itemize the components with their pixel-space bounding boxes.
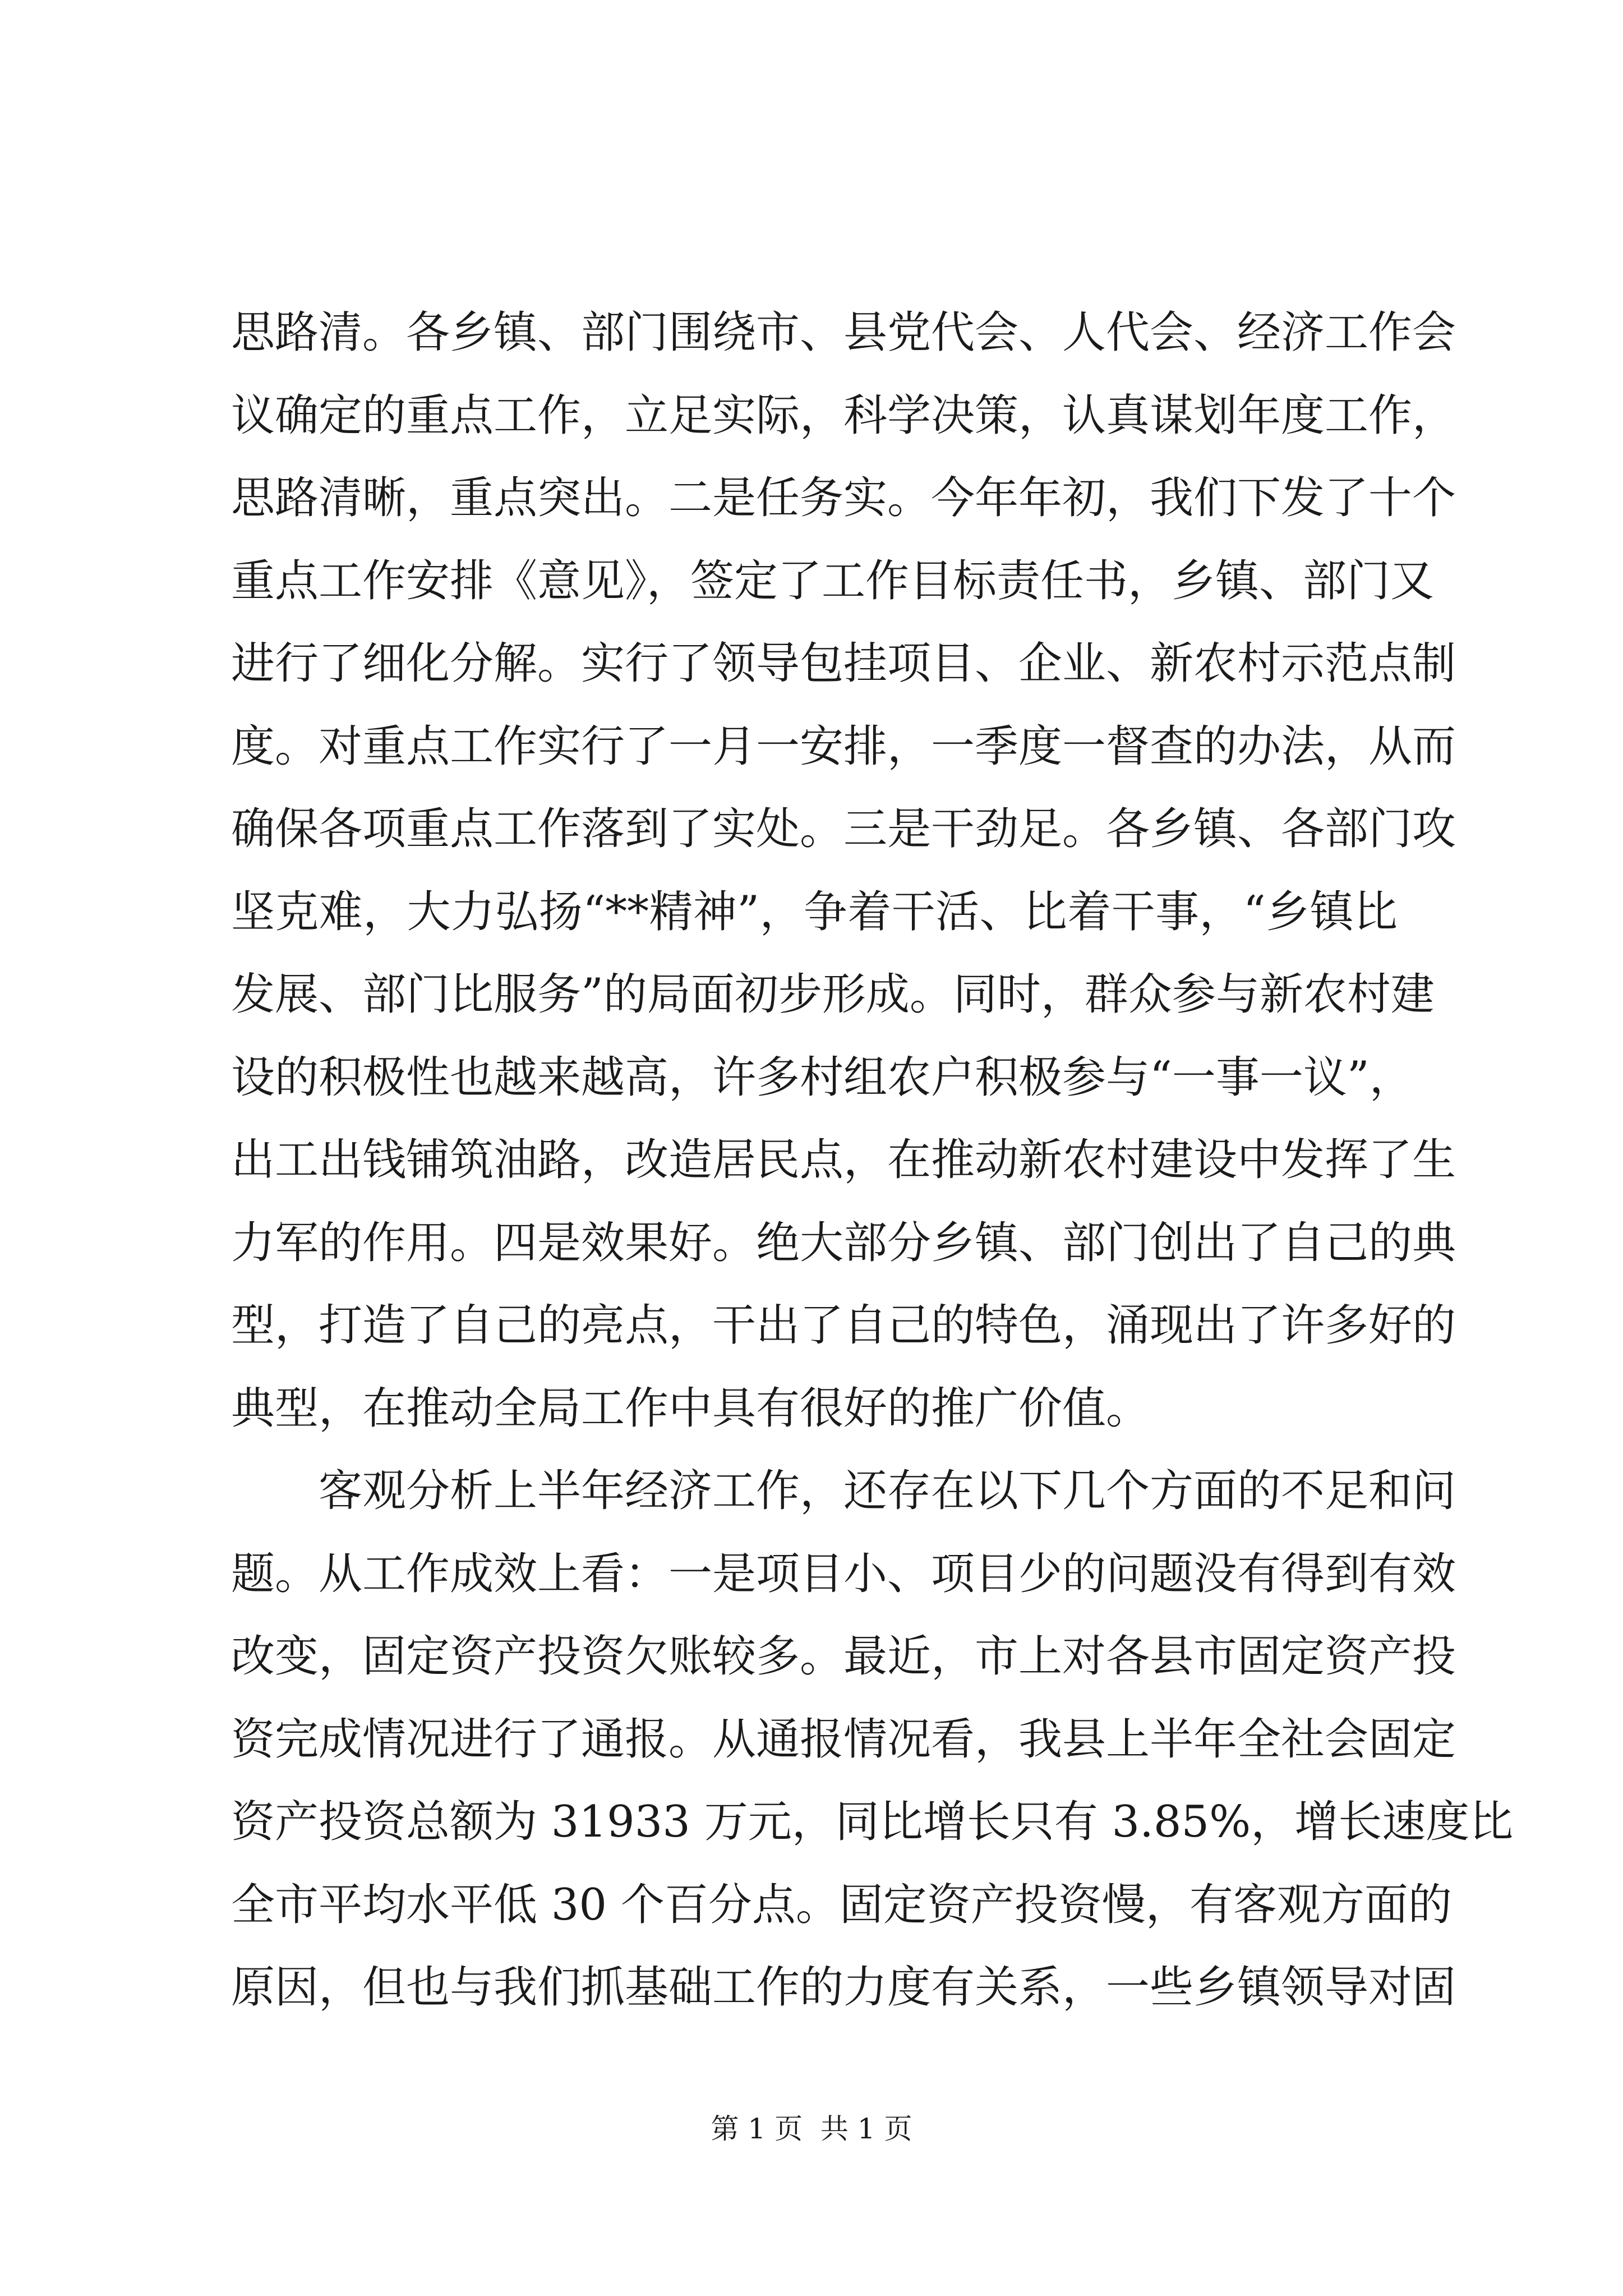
text-line: 出工出钱铺筑油路，改造居民点，在推动新农村建设中发挥了生 [231, 1135, 1456, 1185]
text-line: 思路清。各乡镇、部门围绕市、县党代会、人代会、经济工作会 [231, 307, 1456, 358]
text-line: 发展、部门比服务”的局面初步形成。同时，群众参与新农村建 [231, 969, 1435, 1020]
body-text [231, 292, 1514, 2030]
text-line: 议确定的重点工作，立足实际，科学决策，认真谋划年度工作， [231, 390, 1456, 441]
text-line: 资产投资总额为 31933 万元，同比增长只有 3.85%，增长速度比 [231, 1797, 1514, 1847]
text-line: 确保各项重点工作落到了实处。三是干劲足。各乡镇、各部门攻 [231, 804, 1456, 854]
text-line: 资完成情况进行了通报。从通报情况看，我县上半年全社会固定 [231, 1714, 1456, 1765]
text-line: 思路清晰，重点突出。二是任务实。今年年初，我们下发了十个 [231, 473, 1456, 523]
text-line: 改变，固定资产投资欠账较多。最近，市上对各县市固定资产投 [231, 1631, 1456, 1682]
text-line: 原因，但也与我们抓基础工作的力度有关系，一些乡镇领导对固 [231, 1962, 1456, 2013]
text-line: 设的积极性也越来越高，许多村组农户积极参与“一事一议”， [231, 1052, 1413, 1103]
page-number-footer: 第 1 页 共 1 页 [711, 2113, 912, 2145]
text-line-paragraph-start: 客观分析上半年经济工作，还存在以下几个方面的不足和问 [319, 1466, 1456, 1516]
text-line: 进行了细化分解。实行了领导包挂项目、企业、新农村示范点制 [231, 638, 1456, 689]
text-line: 度。对重点工作实行了一月一安排，一季度一督查的办法，从而 [231, 721, 1456, 772]
text-line: 力军的作用。四是效果好。绝大部分乡镇、部门创出了自己的典 [231, 1217, 1456, 1268]
text-line: 题。从工作成效上看：一是项目小、项目少的问题没有得到有效 [231, 1548, 1456, 1599]
text-line: 坚克难，大力弘扬“**精神”，争着干活、比着干事，“乡镇比 [231, 886, 1398, 937]
text-line: 全市平均水平低 30 个百分点。固定资产投资慢，有客观方面的 [231, 1879, 1452, 1930]
text-line-paragraph-end: 典型，在推动全局工作中具有很好的推广价值。 [231, 1383, 1150, 1434]
text-line: 重点工作安排《意见》，签定了工作目标责任书，乡镇、部门又 [231, 555, 1435, 606]
text-line: 型，打造了自己的亮点，干出了自己的特色，涌现出了许多好的 [231, 1300, 1456, 1351]
